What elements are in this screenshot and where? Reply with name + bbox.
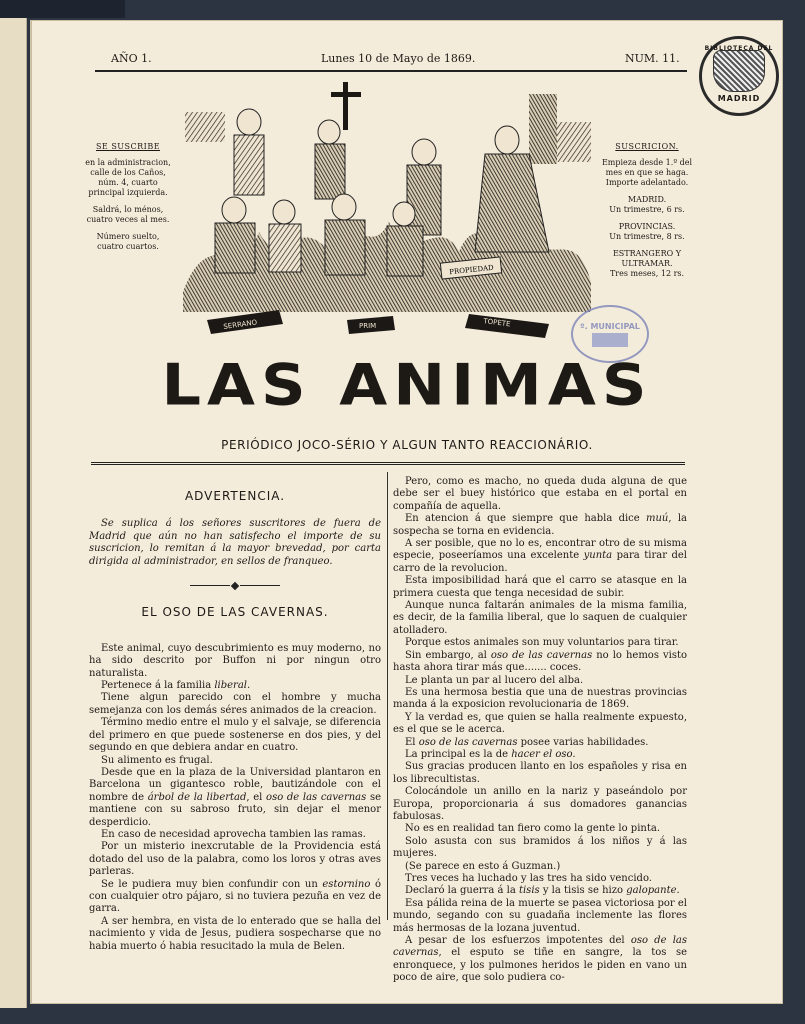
- right-column: [393, 476, 687, 985]
- article-paragraph: Desde que en la plaza de la Universidad plantaron en Barcelona un gigantesco roble, bautizándole con el nombre de árbol de la libertad, el oso de las cavernas se mantiene con su sabroso fruto, sin dejar el menor desperdicio.: [89, 766, 381, 828]
- left-box-frequency: Saldrá, lo ménos, cuatro veces al mes.: [86, 205, 170, 224]
- subscription-info-left: [83, 142, 173, 259]
- left-box-place: en la administracion, calle de los Caños, núm. 4, cuarto principal izquierda.: [85, 158, 171, 197]
- article-paragraph: Pero, como es macho, no queda duda alguna de que debe ser el buey histórico que estaba en el portal en compañía de aquella.: [393, 476, 687, 512]
- column-rule: [387, 472, 388, 920]
- article-paragraph: Tiene algun parecido con el hombre y mucha semejanza con los demás séres animados de la creacion.: [89, 692, 381, 716]
- article-paragraph: El oso de las cavernas posee varias habilidades.: [405, 736, 649, 748]
- article-paragraph: Declaró la guerra á la tisis y la tisis se hizo galopante.: [405, 885, 680, 897]
- article-paragraph: Se le pudiera muy bien confundir con un estornino ó con cualquier otro pájaro, si no tuviera pezuña en vez de garra.: [89, 878, 381, 915]
- issue-number: NUM. 11.: [625, 52, 680, 65]
- article-paragraph: Le planta un par al lucero del alba.: [405, 674, 584, 686]
- article-paragraph: Colocándole un anillo en la nariz y paseándolo por Europa, proporcionaria á sus domadores ganancias fabulosas.: [393, 786, 687, 822]
- article-paragraph: No es en realidad tan fiero como la gente lo pinta.: [405, 823, 660, 835]
- right-box-prov-label: PROVINCIAS.: [618, 222, 676, 231]
- notice-body: Se suplica á los señores suscritores de fuera de Madrid que aún no han satisfecho el importe de su suscricion, lo remitan á la mayor brevedad, por carta dirigida al administrador, en sellos de franqueo.: [89, 518, 381, 567]
- right-box-start: Empieza desde 1.º del mes en que se haga. Importe adelantado.: [601, 158, 693, 187]
- article-paragraph: Término medio entre el mulo y el salvaje, se diferencia del primero en que puede sostenerse en dos pies, y del segundo en que debiera andar en cuatro.: [89, 717, 381, 754]
- article-paragraph: Esa pálida reina de la muerte se pasea victoriosa por el mundo, segando con su guadaña inclemente las flores más hermosas de la lozana juventud.: [393, 897, 687, 934]
- newspaper-page: [30, 20, 783, 1004]
- article-paragraph: En caso de necesidad aprovecha tambien las ramas.: [101, 828, 366, 840]
- article-paragraph: Su alimento es frugal.: [101, 754, 213, 766]
- left-box-single: Número suelto, cuatro cuartos.: [96, 232, 160, 251]
- article-paragraph: Por un misterio inexcrutable de la Providencia está dotado del uso de la palabra, como los loros y otras aves parleras.: [89, 841, 381, 878]
- book-spine: [0, 18, 27, 1008]
- article-paragraph: Es una hermosa bestia que una de nuestras provincias manda á la exposicion revolucionaria de 1869.: [393, 686, 687, 711]
- article-paragraph: Y la verdad es, que quien se halla realmente expuesto, es el que se le acerca.: [393, 711, 687, 736]
- right-box-madrid-label: MADRID.: [627, 195, 667, 204]
- satirical-illustration: [179, 82, 595, 340]
- article-paragraph: A pesar de los esfuerzos impotentes del oso de las cavernas, el esputo se tiñe en sangre, la tos se enronquece, y los pulmones heridos le piden en vano un poco de aire, que solo pudiera co-: [393, 935, 687, 984]
- article-title: EL OSO DE LAS CAVERNAS.: [141, 605, 329, 620]
- header-rule: [95, 70, 687, 72]
- article-paragraph: Este animal, cuyo descubrimiento es muy moderno, no ha sido descrito por Buffon ni por ningun otro naturalista.: [89, 642, 381, 679]
- masthead-rule: [91, 462, 685, 465]
- top-dark-strip: [0, 0, 125, 18]
- banner-mid-label: PRIM: [359, 322, 377, 330]
- issue-date: Lunes 10 de Mayo de 1869.: [321, 52, 476, 65]
- banner-left-label: SERRANO: [222, 318, 258, 332]
- issue-year: AÑO 1.: [111, 52, 152, 65]
- municipal-stamp: º. MUNICIPAL: [571, 305, 649, 363]
- notice-title: ADVERTENCIA.: [184, 489, 286, 503]
- book-label: PROPIEDAD: [448, 263, 495, 277]
- right-box-foreign-label: ESTRANGERO Y ULTRAMAR.: [612, 249, 682, 268]
- article-paragraph: La principal es la de hacer el oso.: [405, 748, 576, 760]
- masthead-subtitle: PERIÓDICO JOCO-SÉRIO Y ALGUN TANTO REACCIONÁRIO.: [221, 438, 593, 452]
- right-box-madrid-price: Un trimestre, 6 rs.: [609, 205, 685, 214]
- stamp-emblem-icon: [592, 333, 628, 347]
- library-stamp: BIBLIOTECA DEL MADRID: [699, 36, 779, 116]
- right-box-foreign-price: Tres meses, 12 rs.: [609, 269, 685, 278]
- article-paragraph: Sin embargo, al oso de las cavernas no lo hemos visto hasta ahora tirar más que....... coces.: [393, 649, 688, 674]
- section-ornament: [89, 580, 381, 592]
- article-paragraph: Esta imposibilidad hará que el carro se atasque en la primera cuesta que tenga necesidad de subir.: [393, 575, 687, 599]
- article-paragraph: A ser posible, que no lo es, encontrar otro de su misma especie, poseeríamos una excelente yunta para tirar del carro de la revolucion.: [393, 538, 687, 574]
- article-paragraph: Pertenece á la familia liberal.: [101, 680, 251, 692]
- cross-icon: [343, 82, 348, 130]
- coat-of-arms-icon: [713, 50, 765, 92]
- article-paragraph: Solo asusta con sus bramidos á los niños y á las mujeres.: [393, 835, 687, 860]
- banner-right-label: TOPETE: [482, 317, 511, 329]
- article-paragraph: (Se parece en esto á Guzman.): [405, 860, 561, 872]
- train-icon: [185, 112, 225, 142]
- article-paragraph: Tres veces ha luchado y las tres ha sido vencido.: [405, 873, 652, 884]
- subscription-info-right: [601, 142, 693, 286]
- article-paragraph: A ser hembra, en vista de lo enterado que se halla del nacimiento y vida de Jesus, pudiera sospecharse que no habia muerto ó habia resucitado la mula de Belen.: [89, 915, 381, 952]
- article-paragraph: Aunque nunca faltarán animales de la misma familia, es decir, de la familia liberal, que lo saquen de cualquier atolladero.: [393, 600, 687, 636]
- left-box-heading: SE SUSCRIBE: [95, 142, 161, 151]
- left-column: [89, 476, 381, 953]
- church-tower-icon: [529, 94, 557, 164]
- article-paragraph: Sus gracias producen llanto en los españoles y risa en los librecultistas.: [393, 761, 687, 785]
- right-box-prov-price: Un trimestre, 8 rs.: [609, 232, 685, 241]
- article-paragraph: En atencion á que siempre que habla dice muú, la sospecha se torna en evidencia.: [393, 513, 687, 537]
- right-box-heading: SUSCRICION.: [615, 142, 679, 151]
- article-paragraph: Porque estos animales son muy voluntarios para tirar.: [405, 637, 679, 649]
- masthead-title: LAS ANIMAS: [161, 350, 653, 419]
